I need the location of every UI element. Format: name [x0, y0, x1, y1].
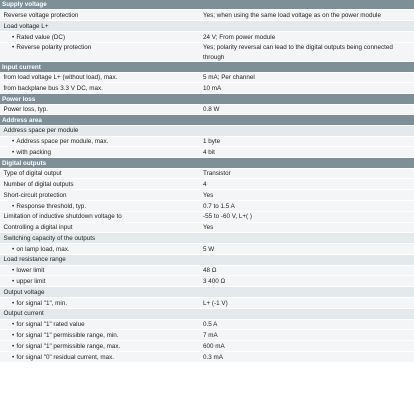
section-header-power-loss: Power loss [0, 94, 414, 104]
spec-value: 0.8 W [203, 106, 220, 114]
spec-group-row [0, 287, 414, 298]
spec-row [0, 105, 414, 116]
spec-row [0, 83, 414, 94]
spec-label: • Address space per module, max. [0, 137, 198, 147]
spec-group-row [0, 233, 414, 244]
spec-label: Type of digital output [3, 170, 62, 178]
spec-label: • for signal "1" permissible range, max. [0, 341, 198, 351]
spec-group-row [0, 126, 414, 137]
spec-value: L+ (-1 V) [203, 299, 228, 307]
section-header-supply-voltage: Supply voltage [0, 0, 414, 10]
spec-row [0, 179, 414, 190]
spec-label: • on lamp load, max. [0, 244, 198, 254]
spec-value: 0.3 mA [203, 353, 223, 361]
spec-row [0, 32, 414, 43]
spec-group-row [0, 309, 414, 320]
spec-label: Load voltage L+ [3, 22, 49, 30]
section-header-digital-outputs: Digital outputs [0, 158, 414, 168]
spec-label: Power loss, typ. [3, 106, 48, 114]
spec-value [198, 255, 414, 256]
spec-row [0, 223, 414, 234]
spec-value: 24 V; From power module [203, 33, 276, 41]
spec-row [0, 10, 414, 21]
spec-value [198, 287, 414, 288]
spec-row [0, 244, 414, 255]
spec-value: Yes; polarity reversal can lead to the digital outputs being connected through [203, 44, 393, 61]
spec-label: Switching capacity of the outputs [3, 234, 96, 242]
spec-row [0, 169, 414, 180]
spec-value [198, 21, 414, 22]
spec-value: Yes [203, 224, 214, 232]
spec-value: 0.5 A [203, 321, 218, 329]
spec-value [198, 126, 414, 127]
spec-label: from backplane bus 3.3 V DC, max. [3, 84, 103, 92]
spec-label: Controlling a digital input [3, 224, 73, 232]
spec-value: 3 400 Ω [203, 278, 226, 286]
spec-label: Limitation of inductive shutdown voltage to [3, 213, 122, 221]
spec-label: Reverse voltage protection [3, 11, 79, 19]
spec-row [0, 341, 414, 352]
spec-value: 4 bit [203, 148, 215, 156]
spec-row [0, 276, 414, 287]
section-header-input-current: Input current [0, 62, 414, 72]
spec-value: 600 mA [203, 342, 225, 350]
spec-row [0, 330, 414, 341]
spec-row [0, 201, 414, 212]
spec-label: • Reverse polarity protection [0, 43, 198, 53]
spec-value: -55 to -60 V, L+( ) [203, 213, 252, 221]
spec-row [0, 190, 414, 201]
spec-label: • for signal "1" permissible range, min. [0, 330, 198, 340]
spec-value: Yes; when using the same load voltage as on the power module [203, 11, 381, 19]
spec-label: • for signal "1" rated value [0, 320, 198, 330]
spec-row [0, 266, 414, 277]
spec-value: 10 mA [203, 84, 222, 92]
spec-label: • Rated value (DC) [0, 32, 198, 42]
spec-value [198, 309, 414, 310]
spec-value: Transistor [203, 170, 231, 178]
spec-row [0, 73, 414, 84]
spec-label: from load voltage L+ (without load), max. [3, 74, 118, 82]
spec-group-row [0, 21, 414, 32]
spec-value: 7 mA [203, 332, 218, 340]
spec-group-row [0, 255, 414, 266]
spec-label: • Response threshold, typ. [0, 201, 198, 211]
spec-label: • with packing [0, 147, 198, 157]
spec-row [0, 212, 414, 223]
spec-label: Load resistance range [3, 256, 66, 264]
spec-row [0, 320, 414, 331]
spec-label: Output voltage [3, 288, 45, 296]
spec-row [0, 147, 414, 158]
spec-value: 5 W [203, 245, 215, 253]
spec-row [0, 352, 414, 363]
spec-label: • lower limit [0, 266, 198, 276]
spec-row [0, 137, 414, 148]
spec-value: 48 Ω [203, 267, 217, 275]
spec-row [0, 43, 414, 62]
spec-label: Number of digital outputs [3, 180, 74, 188]
spec-label: Address space per module [3, 127, 79, 135]
spec-label: • upper limit [0, 276, 198, 286]
spec-value: 0.7 to 1.5 A [203, 202, 235, 210]
spec-value: 1 byte [203, 138, 221, 146]
spec-value [198, 233, 414, 234]
section-header-address-area: Address area [0, 115, 414, 125]
spec-value: 5 mA; Per channel [203, 74, 255, 82]
spec-row [0, 298, 414, 309]
spec-label: Short-circuit protection [3, 191, 67, 199]
spec-label: Output current [3, 310, 44, 318]
spec-label: • for signal "1", min. [0, 298, 198, 308]
spec-value: 4 [203, 180, 207, 188]
spec-value: Yes [203, 191, 214, 199]
spec-label: • for signal "0" residual current, max. [0, 352, 198, 362]
